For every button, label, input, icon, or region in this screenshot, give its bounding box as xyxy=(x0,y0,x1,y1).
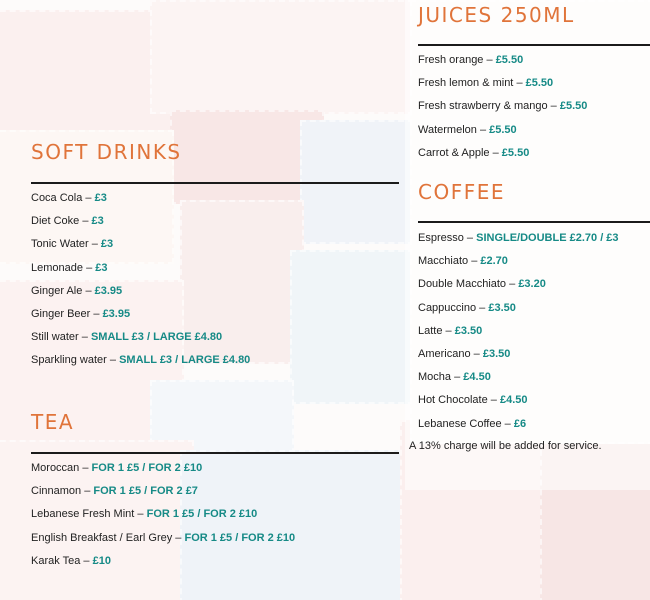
item-separator: – xyxy=(516,77,523,90)
menu-item xyxy=(31,233,250,256)
item-separator: – xyxy=(85,192,92,204)
item-separator: – xyxy=(479,301,486,314)
item-separator: – xyxy=(82,215,89,228)
item-separator: – xyxy=(466,232,474,244)
item-price: £3 xyxy=(94,192,107,204)
item-name: Sparkling water xyxy=(31,354,107,367)
item-name: Fresh orange xyxy=(418,54,484,66)
item-price: FOR 1 £5 / FOR 2 £10 xyxy=(184,531,296,544)
item-separator: – xyxy=(82,462,89,474)
menu-item xyxy=(418,250,619,273)
menu-item xyxy=(31,457,295,480)
item-name: Latte xyxy=(418,324,443,337)
item-name: Ginger Beer xyxy=(31,307,91,320)
item-price: £4.50 xyxy=(463,371,491,384)
item-separator: – xyxy=(84,485,91,498)
menu-item xyxy=(31,303,250,326)
menu-item xyxy=(31,187,250,210)
item-price: SMALL £3 / LARGE £4.80 xyxy=(90,331,223,344)
item-separator: – xyxy=(175,531,182,544)
menu-item xyxy=(418,273,619,296)
item-separator: – xyxy=(509,278,516,291)
menu-item xyxy=(418,227,619,250)
item-separator: – xyxy=(445,324,452,337)
item-name: Lebanese Fresh Mint xyxy=(31,508,135,521)
menu-item xyxy=(418,72,587,95)
item-separator: – xyxy=(83,554,90,567)
item-price: £3.95 xyxy=(102,307,131,320)
menu-item xyxy=(418,49,587,72)
item-name: Americano xyxy=(418,347,471,360)
item-price: £3 xyxy=(100,238,114,251)
item-separator: – xyxy=(454,371,461,384)
section-title: SOFT DRINKS xyxy=(31,140,182,164)
item-separator: – xyxy=(504,417,511,430)
menu-item xyxy=(418,142,587,165)
item-name: Cappuccino xyxy=(418,301,477,314)
item-separator: – xyxy=(550,100,557,113)
item-separator: – xyxy=(93,307,100,320)
coffee-list xyxy=(418,227,619,436)
section-divider xyxy=(418,44,650,46)
item-separator: – xyxy=(91,238,98,251)
menu-item xyxy=(31,257,250,280)
item-name: Carrot & Apple xyxy=(418,146,490,159)
item-separator: – xyxy=(479,123,487,136)
item-name: Double Macchiato xyxy=(418,278,507,291)
menu-item xyxy=(418,389,619,412)
item-separator: – xyxy=(486,54,493,66)
menu-item xyxy=(31,349,250,372)
item-separator: – xyxy=(490,394,497,407)
item-price: £4.50 xyxy=(499,394,528,407)
item-name: Hot Chocolate xyxy=(418,394,488,407)
item-price: SINGLE/DOUBLE £2.70 / £3 xyxy=(476,232,619,244)
menu-item xyxy=(31,480,295,503)
menu-item xyxy=(418,119,587,142)
item-price: £6 xyxy=(513,417,527,430)
item-price: £3.50 xyxy=(482,347,511,360)
section-divider xyxy=(418,221,650,223)
item-price: FOR 1 £5 / FOR 2 £10 xyxy=(146,508,258,521)
item-name: Macchiato xyxy=(418,255,469,268)
item-price: £2.70 xyxy=(480,255,508,268)
menu-item xyxy=(418,343,619,366)
menu-item xyxy=(31,210,250,233)
tea-list xyxy=(31,457,295,573)
item-separator: – xyxy=(137,508,144,521)
item-price: FOR 1 £5 / FOR 2 £7 xyxy=(93,485,198,498)
item-price: £3.50 xyxy=(454,324,483,337)
item-name: Tonic Water xyxy=(31,238,89,251)
item-name: Fresh lemon & mint xyxy=(418,77,514,90)
item-price: FOR 1 £5 / FOR 2 £10 xyxy=(91,462,203,474)
item-price: £3.20 xyxy=(518,278,546,291)
item-separator: – xyxy=(473,347,480,360)
item-price: £5.50 xyxy=(501,146,530,159)
item-name: Still water xyxy=(31,331,79,344)
item-price: £10 xyxy=(92,554,111,567)
item-name: Moroccan xyxy=(31,462,80,474)
item-name: Coca Cola xyxy=(31,192,83,204)
item-name: English Breakfast / Earl Grey xyxy=(31,531,173,544)
item-price: £3 xyxy=(95,261,108,274)
item-price: SMALL £3 / LARGE £4.80 xyxy=(119,354,251,367)
menu-item xyxy=(418,413,619,436)
item-price: £3.50 xyxy=(488,301,516,314)
item-name: Lebanese Coffee xyxy=(418,417,502,430)
item-price: £5.50 xyxy=(495,54,524,66)
item-separator: – xyxy=(492,146,499,159)
item-price: £3.95 xyxy=(94,284,123,297)
item-price: £3 xyxy=(91,215,104,228)
item-name: Lemonade xyxy=(31,261,83,274)
menu-item xyxy=(31,550,295,573)
section-title: COFFEE xyxy=(418,180,505,204)
item-separator: – xyxy=(81,331,88,344)
soft-drinks-list xyxy=(31,187,250,373)
service-charge-note: A 13% charge will be added for service. xyxy=(409,440,602,452)
menu-item xyxy=(418,320,619,343)
item-name: Mocha xyxy=(418,371,452,384)
item-price: £5.50 xyxy=(489,123,517,136)
menu-item xyxy=(31,326,250,349)
item-separator: – xyxy=(109,354,117,367)
item-name: Ginger Ale xyxy=(31,284,83,297)
menu-item xyxy=(31,527,295,550)
item-separator: – xyxy=(86,261,93,274)
menu-item xyxy=(418,95,587,118)
section-title: TEA xyxy=(31,410,75,434)
section-title: JUICES 250ML xyxy=(418,3,575,27)
juices-list xyxy=(418,49,587,165)
menu-item xyxy=(418,297,619,320)
item-name: Cinnamon xyxy=(31,485,82,498)
item-name: Watermelon xyxy=(418,123,477,136)
item-price: £5.50 xyxy=(559,100,588,113)
item-name: Karak Tea xyxy=(31,554,81,567)
section-divider xyxy=(31,452,399,454)
item-separator: – xyxy=(85,284,92,297)
section-divider xyxy=(31,182,399,184)
item-name: Fresh strawberry & mango xyxy=(418,100,548,113)
item-name: Espresso xyxy=(418,232,464,244)
item-price: £5.50 xyxy=(525,77,554,90)
item-name: Diet Coke xyxy=(31,215,80,228)
menu-item xyxy=(31,280,250,303)
item-separator: – xyxy=(471,255,478,268)
menu-item xyxy=(418,366,619,389)
menu-item xyxy=(31,503,295,526)
